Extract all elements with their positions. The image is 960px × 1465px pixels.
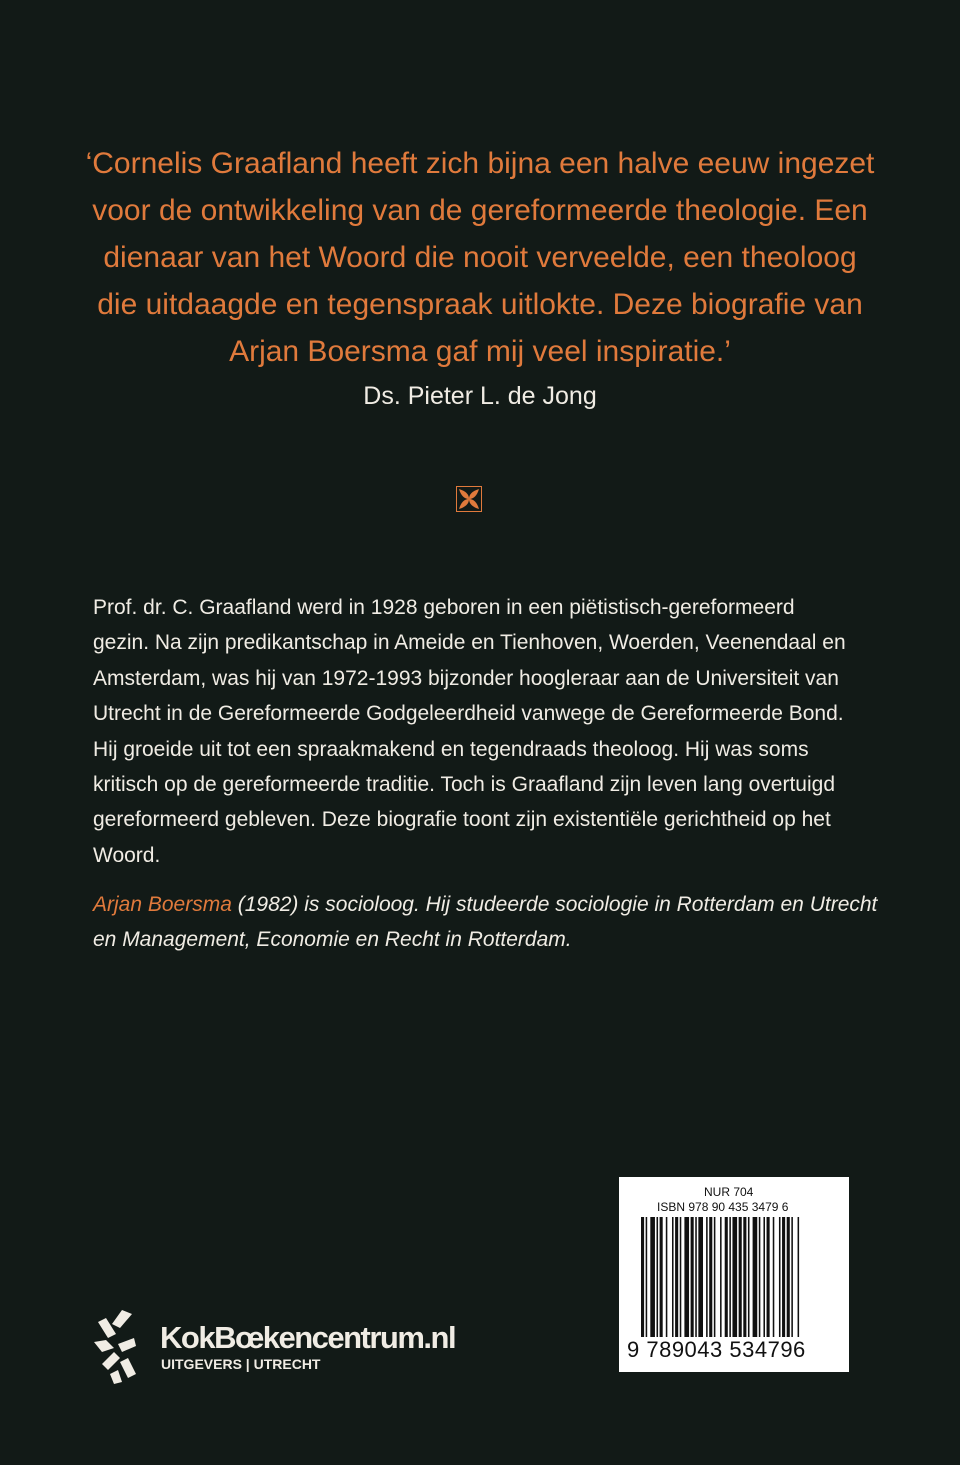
book-description (93, 590, 883, 873)
publisher-logo-icon (92, 1308, 138, 1384)
description-line: Utrecht in de Gereformeerde Godgeleerdheid vanwege de Gereformeerde Bond. (93, 702, 844, 726)
quote-line: ‘Cornelis Graafland heeft zich bijna een halve eeuw ingezet (85, 147, 875, 180)
ornament-icon (456, 486, 482, 512)
author-bio (93, 887, 883, 958)
description-line: Prof. dr. C. Graafland werd in 1928 geboren in een piëtistisch-gereformeerd (93, 596, 795, 619)
description-line: kritisch op de gereformeerde traditie. Toch is Graafland zijn leven lang overtuigd (93, 773, 836, 797)
nur-code: NUR 704 (704, 1185, 754, 1199)
quote-attribution: Ds. Pieter L. de Jong (363, 382, 597, 410)
description-line: Woord. (93, 843, 161, 867)
barcode-panel (619, 1177, 849, 1372)
author-bio-line: en Management, Economie en Recht in Rotterdam. (93, 928, 572, 952)
quote-line: die uitdaagde en tegenspraak uitlokte. Deze biografie van (97, 288, 863, 321)
description-line: Amsterdam, was hij van 1972-1993 bijzonder hoogleraar aan de Universiteit van (93, 666, 839, 690)
publisher-wordmark: KokBœkencentrum.nl (160, 1320, 456, 1355)
publisher-subtitle: UITGEVERS | UTRECHT (161, 1356, 321, 1372)
quote-line: voor de ontwikkeling van de gereformeerde theologie. Een (92, 194, 868, 227)
author-name: Arjan Boersma (93, 893, 232, 916)
description-line: gezin. Na zijn predikantschap in Ameide en Tienhoven, Woerden, Veenendaal en (93, 631, 846, 655)
quote-line: Arjan Boersma gaf mij veel inspiratie.’ (229, 335, 731, 368)
description-line: Hij groeide uit tot een spraakmakend en tegendraads theoloog. Hij was soms (93, 737, 809, 761)
isbn-number: ISBN 978 90 435 3479 6 (657, 1200, 789, 1214)
quote-line: dienaar van het Woord die nooit verveelde, een theoloog (103, 241, 857, 274)
endorsement-quote (60, 140, 900, 375)
author-bio-text: (1982) is socioloog. Hij studeerde sociologie in Rotterdam en Utrecht (231, 893, 878, 916)
barcode-digits: 9 789043 534796 (627, 1337, 806, 1362)
author-bio-line (93, 887, 883, 922)
description-line: gereformeerd gebleven. Deze biografie toont zijn existentiële gerichtheid op het (93, 808, 831, 832)
barcode-icon (641, 1217, 841, 1347)
